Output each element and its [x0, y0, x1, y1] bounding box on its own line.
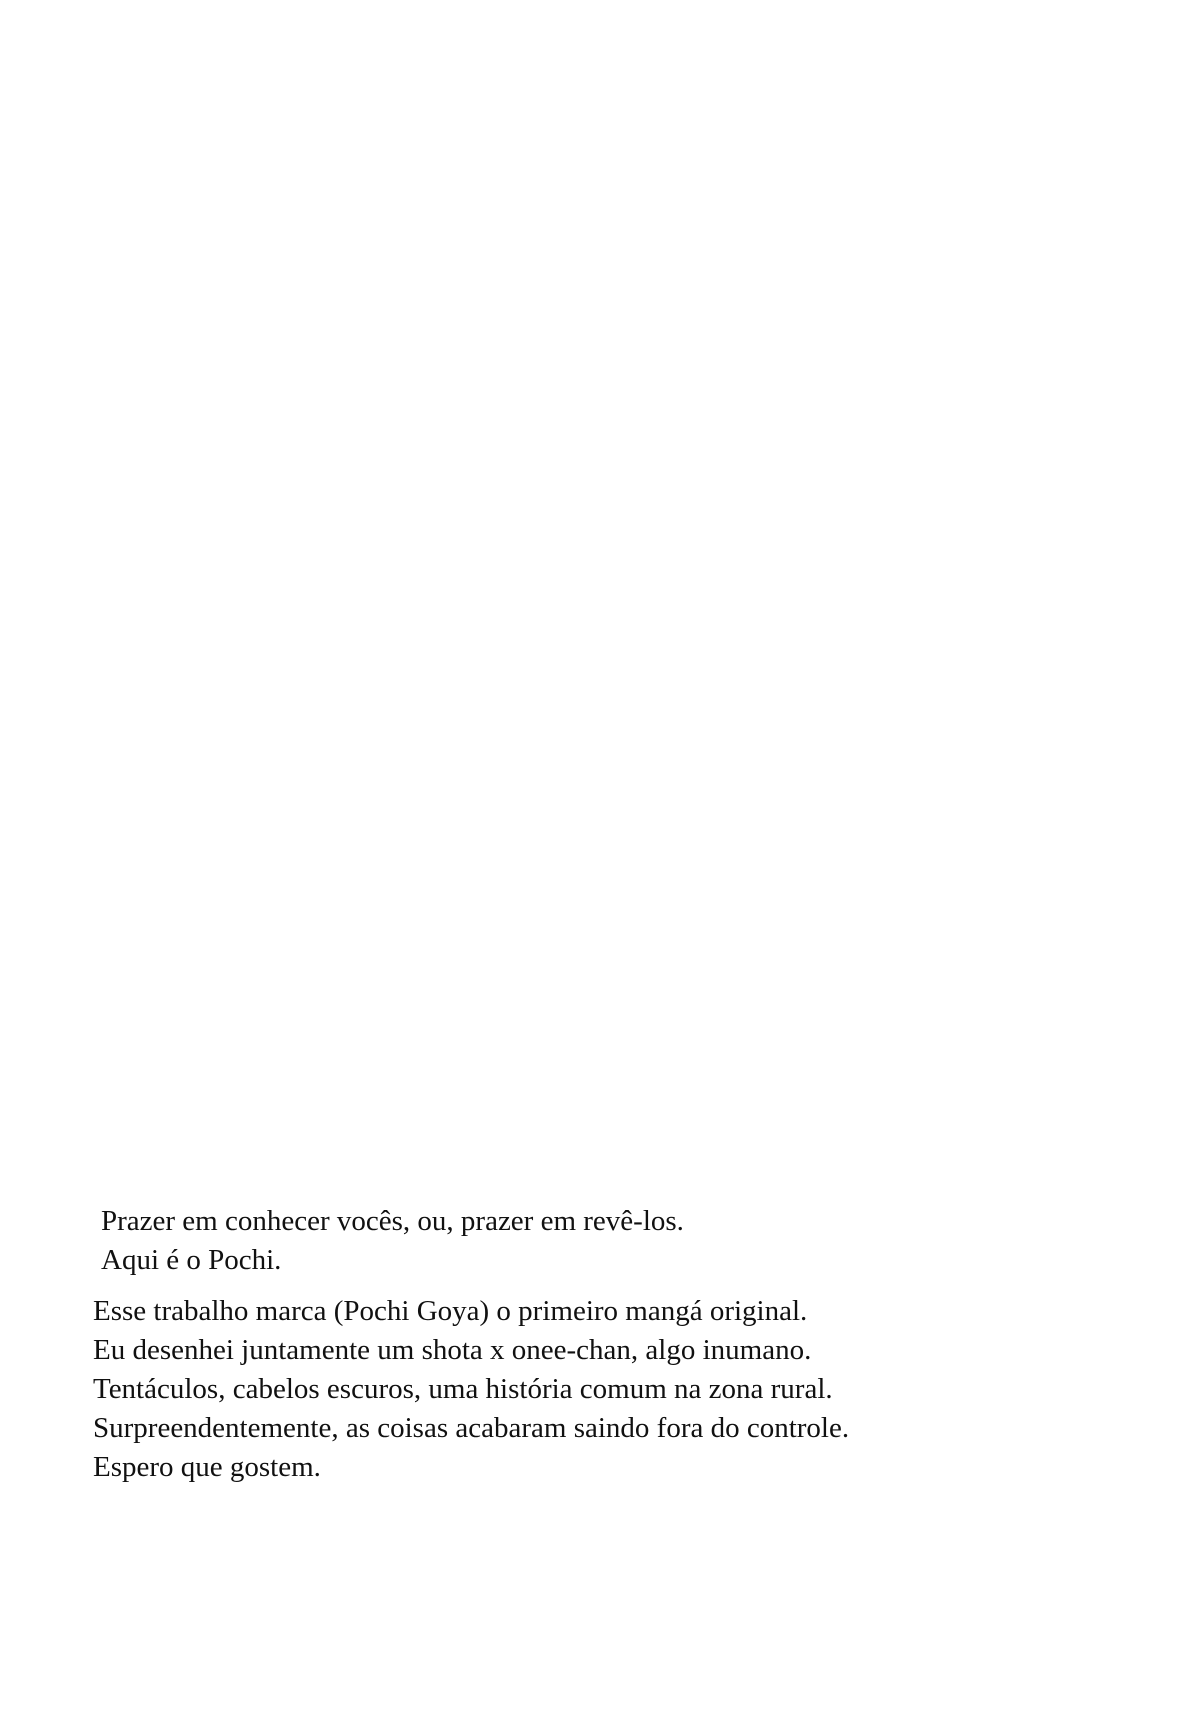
body-line: Espero que gostem.: [93, 1451, 321, 1483]
body-line: Tentáculos, cabelos escuros, uma história comum na zona rural.: [93, 1373, 833, 1405]
greeting-line: Prazer em conhecer vocês, ou, prazer em revê-los.: [101, 1205, 684, 1237]
greeting-line: Aqui é o Pochi.: [101, 1244, 282, 1276]
author-note-body: [93, 1292, 849, 1487]
body-line: Surpreendentemente, as coisas acabaram saindo fora do controle.: [93, 1412, 850, 1444]
body-line: Esse trabalho marca (Pochi Goya) o primeiro mangá original.: [93, 1295, 808, 1327]
body-line: Eu desenhei juntamente um shota x onee-chan, algo inumano.: [93, 1334, 812, 1366]
author-greeting: [101, 1202, 684, 1280]
